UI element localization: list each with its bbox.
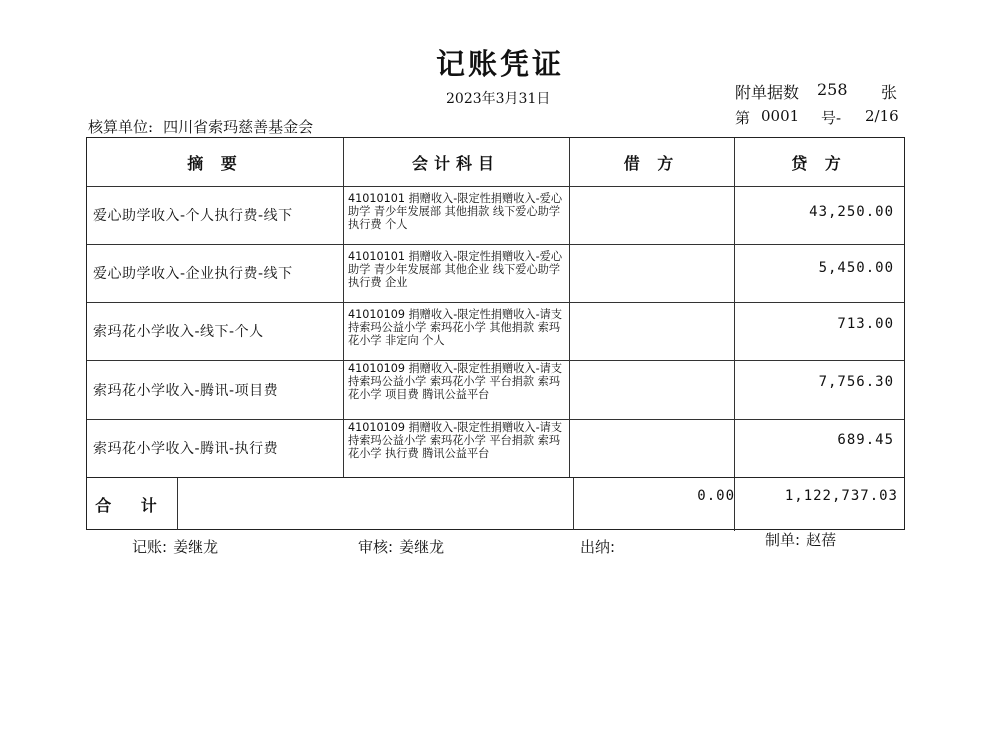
voucher-date: 2023年3月31日 (446, 91, 551, 107)
accounting-unit (88, 116, 313, 137)
attachment-label: 附单据数 (735, 83, 800, 102)
row-2-account: 41010101 捐赠收入-限定性捐赠收入-爱心助学 青少年发展部 其他企业 线下爱心助学 执行费 企业 (348, 250, 563, 289)
accounting-unit-name: 四川省索玛慈善基金会 (163, 118, 314, 136)
total-credit: 1,122,737.03 (784, 488, 898, 504)
row-3-account: 41010109 捐赠收入-限定性捐赠收入-请支持索玛公益小学 索玛花小学 其他捐款 索玛花小学 非定向 个人 (348, 308, 563, 347)
row-5-account: 41010109 捐赠收入-限定性捐赠收入-请支持索玛公益小学 索玛花小学 平台捐款 索玛花小学 执行费 腾讯公益平台 (348, 421, 563, 460)
header-account: 会计科目 (411, 153, 500, 173)
voucher-prefix: 第 (735, 109, 751, 127)
row-5-credit: 689.45 (837, 432, 894, 448)
bookkeeper-name: 姜继龙 (173, 538, 219, 556)
row-2-credit: 5,450.00 (818, 260, 894, 276)
header-debit: 借 方 (623, 153, 680, 173)
bookkeeper-label: 记账: (132, 538, 168, 556)
row-4-credit: 7,756.30 (818, 374, 894, 390)
preparer-label: 制单: (765, 531, 801, 549)
voucher-suffix: 号- (821, 109, 842, 127)
reviewer-signature (358, 536, 444, 557)
preparer-signature (765, 529, 836, 550)
attachment-count (735, 80, 898, 103)
attachment-number: 258 (817, 80, 848, 99)
header-credit: 贷 方 (791, 153, 847, 173)
accounting-unit-label: 核算单位: (88, 118, 154, 136)
row-4-summary: 索玛花小学收入-腾讯-项目费 (93, 382, 279, 399)
voucher-no: 0001 (761, 107, 800, 125)
row-2-summary: 爱心助学收入-企业执行费-线下 (93, 266, 293, 282)
cashier-label: 出纳: (580, 538, 616, 556)
bookkeeper-signature (132, 536, 218, 557)
header-summary: 摘 要 (187, 153, 243, 173)
reviewer-name: 姜继龙 (399, 538, 445, 556)
row-1-credit: 43,250.00 (809, 204, 894, 220)
reviewer-label: 审核: (358, 538, 394, 556)
total-label: 合 计 (95, 495, 169, 515)
row-4-account: 41010109 捐赠收入-限定性捐赠收入-请支持索玛公益小学 索玛花小学 平台捐款 索玛花小学 项目费 腾讯公益平台 (348, 362, 563, 401)
cashier-signature (580, 536, 621, 557)
preparer-name: 赵蓓 (806, 531, 837, 549)
total-debit: 0.00 (697, 488, 735, 504)
row-5-summary: 索玛花小学收入-腾讯-执行费 (93, 441, 279, 457)
page-title: 记账凭证 (435, 47, 564, 81)
attachment-unit: 张 (881, 83, 898, 102)
voucher-page: 2/16 (865, 107, 899, 125)
row-1-summary: 爱心助学收入-个人执行费-线下 (93, 208, 293, 224)
row-1-account: 41010101 捐赠收入-限定性捐赠收入-爱心助学 青少年发展部 其他捐款 线下爱心助学 执行费 个人 (348, 192, 563, 231)
row-3-summary: 索玛花小学收入-线下-个人 (93, 324, 264, 340)
voucher-table (86, 137, 905, 530)
row-3-credit: 713.00 (837, 316, 894, 332)
